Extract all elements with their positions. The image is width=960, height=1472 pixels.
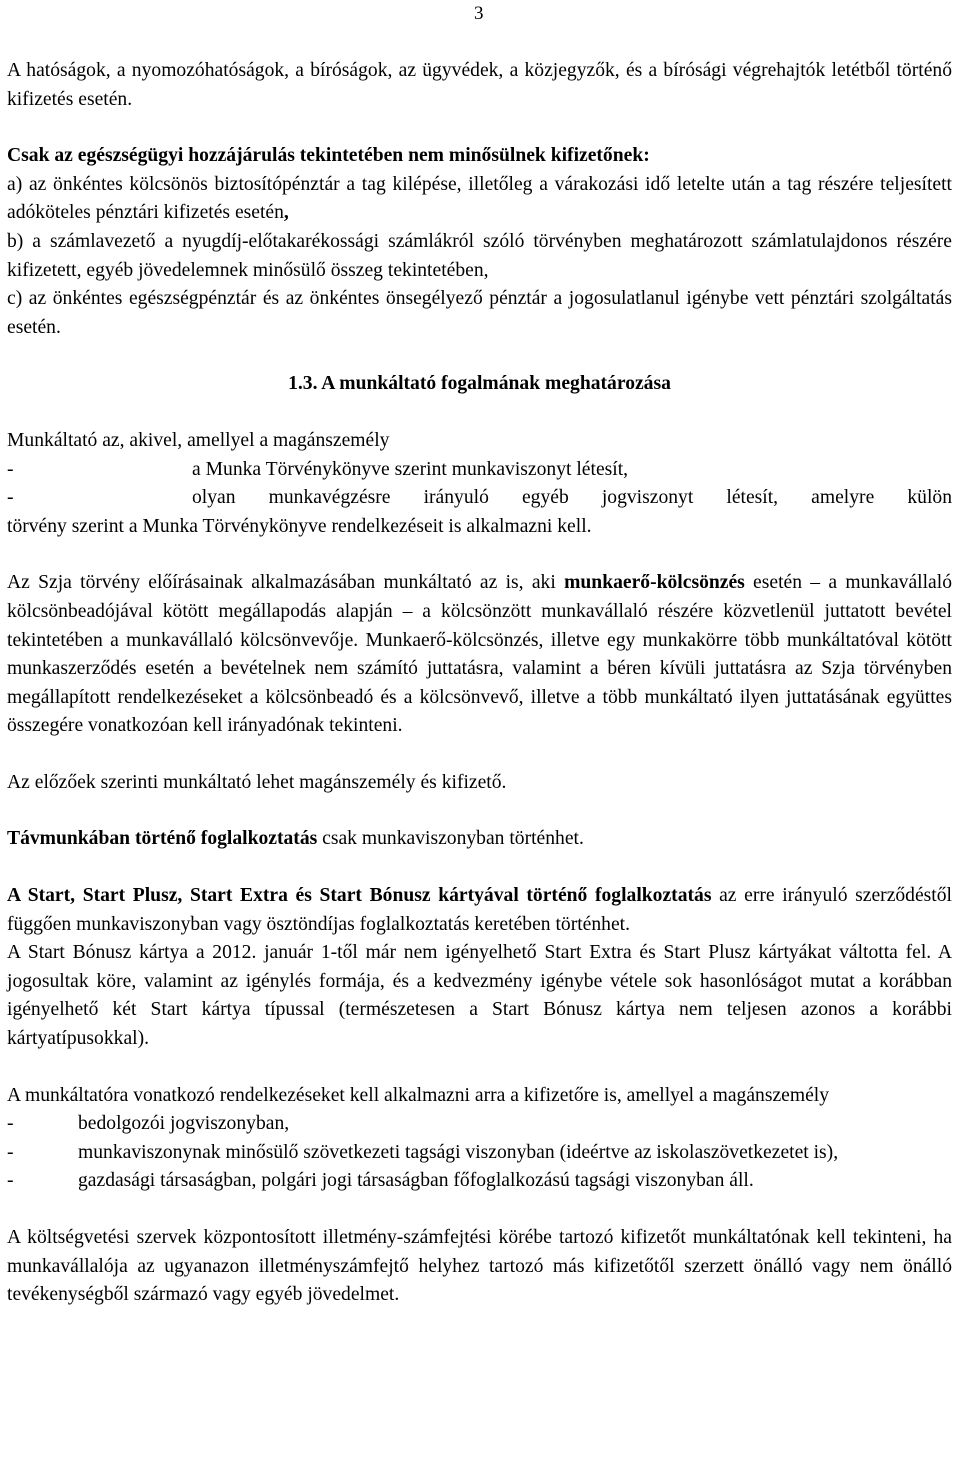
payer-list-item: - munkaviszonynak minősülő szövetkezeti tagsági viszonyban (ideértve az iskolaszövetkezetet is), [7,1141,839,1163]
exemption-heading: Csak az egészségügyi hozzájárulás tekintetében nem minősülnek kifizetőnek: [7,145,650,167]
employer-definition-intro: Munkáltató az, akivel, amellyel a magánszemély [7,429,390,451]
page-number: 3 [474,3,484,24]
paragraph-start-card: A Start, Start Plusz, Start Extra és Start Bónusz kártyával történő foglalkoztatás az erre irányuló szerződéstől függően munkaviszonyban vagy ösztöndíjas foglalkoztatás keretében történhet. [7,885,952,935]
paragraph-budget-bodies: A költségvetési szervek központosított illetmény-számfejtési körébe tartozó kifizetőt munkáltatónak kell tekinteni, ha munkavállalója az ugyanazon illetményszámfejtő helyhez tartozó más kifizetőtől szerzett önálló vagy nem önálló tevékenységből származó vagy egyéb jövedelmet. [7,1227,952,1306]
exemption-item-c: c) az önkéntes egészségpénztár és az önkéntes önsegélyező pénztár a jogosulatlanul igénybe vett pénztári szolgáltatás esetén. [7,288,952,338]
payer-list-item: - bedolgozói jogviszonyban, [7,1113,290,1135]
employer-list-item: - a Munka Törvénykönyve szerint munkaviszonyt létesít, [7,458,629,480]
paragraph-authorities: A hatóságok, a nyomozóhatóságok, a bíróságok, az ügyvédek, a közjegyzők, és a bírósági végrehajtók letétből történő kifizetés esetén. [7,60,952,110]
paragraph-telework: Távmunkában történő foglalkoztatás csak munkaviszonyban történhet. [7,828,584,850]
paragraph-employer-types: Az előzőek szerinti munkáltató lehet magánszemély és kifizető. [7,771,507,793]
section-heading: 1.3. A munkáltató fogalmának meghatározása [288,373,671,395]
document-body [7,57,952,1310]
paragraph-payer-rules: A munkáltatóra vonatkozó rendelkezéseket kell alkalmazni arra a kifizetőre is, amellyel a magánszemély [7,1084,830,1106]
paragraph-labor-leasing: Az Szja törvény előírásainak alkalmazásában munkáltató az is, aki munkaerő-kölcsönzés esetén – a munkavállaló kölcsönbeadójával kötött megállapodás alapján – a kölcsönzött munkavállaló részére közvetlenül juttatott bevétel tekintetében a munkavállaló kölcsönvevője. Munkaerő-kölcsönzés, illetve egy munkakörre több munkáltatóval kötött munkaszerződés esetén a bevételnek nem számító juttatásra, valamint a béren kívüli juttatásra az Szja törvényben megállapított rendelkezéseket a kölcsönbeadó és a kölcsönvevő, illetve a több munkáltató ilyen juttatásának együttes összegére vonatkozóan kell irányadónak tekinteni. [7,572,952,737]
paragraph-start-bonus: A Start Bónusz kártya a 2012. január 1-től már nem igényelhető Start Extra és Start Plusz kártyákat váltotta fel. A jogosultak köre, valamint az igénylés formája, és a kedvezmény igénybe vétele sok hasonlóságot mutat a korábban igényelhető két Start kártya típussal (természetesen a Start Bónusz kártya nem teljesen azonos a korábbi kártyatípusokkal). [7,942,952,1050]
payer-list-item: - gazdasági társaságban, polgári jogi társaságban főfoglalkozású tagsági viszonyban áll. [7,1170,754,1192]
employer-list-item: - olyan munkavégzésre irányuló egyéb jogviszonyt létesít, amelyre külön [7,487,952,509]
employer-list-item-continuation: törvény szerint a Munka Törvénykönyve rendelkezéseit is alkalmazni kell. [7,515,592,537]
exemption-item-b: b) a számlavezető a nyugdíj-előtakarékossági számlákról szóló törvényben meghatározott számlatulajdonos részére kifizetett, egyéb jövedelemnek minősülő összeg tekintetében, [7,230,952,281]
exemption-item-a: a) az önkéntes kölcsönös biztosítópénztár a tag kilépése, illetőleg a várakozási idő letelte után a tag részére teljesített adóköteles pénztári kifizetés esetén, [7,173,952,224]
